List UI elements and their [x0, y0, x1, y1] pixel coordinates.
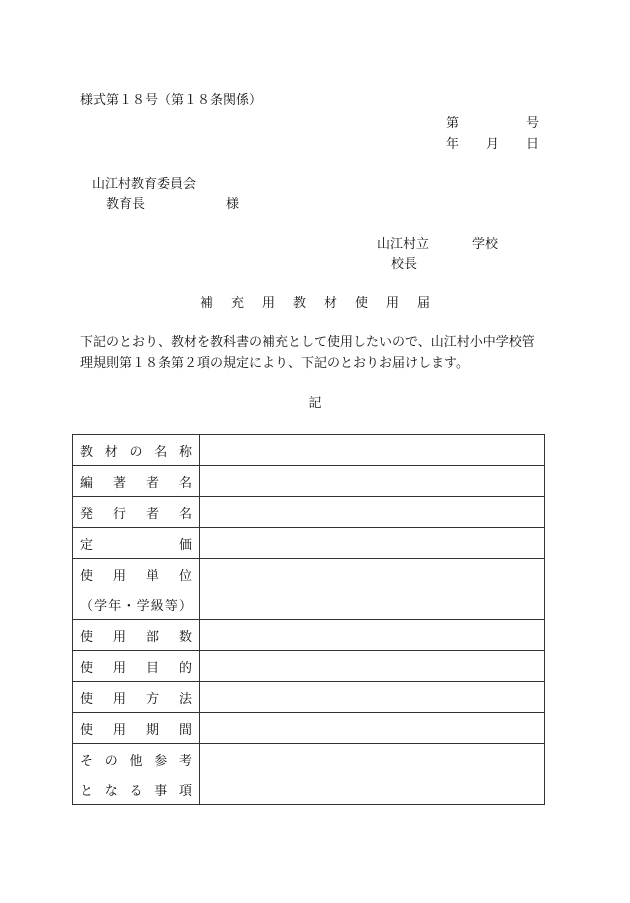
- label-char: る: [129, 783, 143, 799]
- label-char: と: [80, 783, 94, 799]
- title-char: 補: [199, 296, 213, 311]
- label-char: 者: [145, 506, 159, 522]
- label-char: の: [104, 753, 118, 769]
- value-cell[interactable]: [200, 651, 545, 682]
- title-char: 届: [417, 296, 431, 311]
- label-char: 目: [145, 660, 159, 676]
- label-char: 他: [129, 753, 143, 769]
- form-number-label: 様式第１８号（第１８条関係）: [80, 93, 263, 108]
- label-char: 法: [178, 691, 192, 707]
- material-info-table: [72, 434, 545, 805]
- label-char: 名: [178, 506, 192, 522]
- label-char: 編: [80, 475, 94, 491]
- table-row: [73, 620, 545, 651]
- ki-heading: 記: [308, 396, 322, 411]
- label-char: 使: [80, 568, 94, 584]
- table-row: [73, 713, 545, 744]
- label-char: 者: [145, 475, 159, 491]
- label-char: 価: [178, 537, 192, 553]
- label-char: 間: [178, 722, 192, 738]
- recipient-honorific: 様: [226, 197, 240, 212]
- material-name-label: [73, 435, 200, 466]
- label-char: の: [129, 444, 143, 460]
- value-cell[interactable]: [200, 620, 545, 651]
- title-char: 教: [292, 296, 306, 311]
- label-char: 使: [80, 722, 94, 738]
- title-char: 使: [355, 296, 369, 311]
- label-char: （: [80, 598, 94, 614]
- sender-title: 校長: [391, 257, 418, 272]
- value-cell[interactable]: [200, 466, 545, 497]
- label-char: ）: [178, 598, 192, 614]
- usage-quantity-label: [73, 620, 200, 651]
- label-char: 年: [108, 598, 122, 614]
- value-cell[interactable]: [200, 559, 545, 620]
- document-number-prefix: 第: [446, 116, 460, 131]
- sender-school-prefix: 山江村立: [377, 237, 430, 252]
- label-char: 用: [112, 629, 126, 645]
- document-title: [0, 296, 630, 312]
- label-char: 用: [112, 568, 126, 584]
- label-char: 著: [112, 475, 126, 491]
- label-char: 使: [80, 660, 94, 676]
- label-char: 学: [136, 598, 150, 614]
- usage-method-label: [73, 682, 200, 713]
- table-row: [73, 559, 545, 620]
- date-year-label: 年: [446, 137, 460, 152]
- value-cell[interactable]: [200, 744, 545, 805]
- usage-unit-label: [73, 559, 200, 620]
- label-char: 名: [154, 444, 168, 460]
- table-row: [73, 528, 545, 559]
- label-char: 位: [178, 568, 192, 584]
- date-day-label: 日: [526, 137, 540, 152]
- label-char: 等: [164, 598, 178, 614]
- label-char: 方: [145, 691, 159, 707]
- label-char: 項: [178, 783, 192, 799]
- label-char: 材: [104, 444, 118, 460]
- other-reference-label: [73, 744, 200, 805]
- recipient-title: 教育長: [106, 197, 146, 212]
- value-cell[interactable]: [200, 682, 545, 713]
- table-row: [73, 497, 545, 528]
- label-char: 教: [80, 444, 94, 460]
- value-cell[interactable]: [200, 497, 545, 528]
- label-char: 定: [80, 537, 94, 553]
- label-char: 使: [80, 629, 94, 645]
- label-char: 行: [112, 506, 126, 522]
- label-char: ・: [122, 598, 136, 614]
- label-char: そ: [80, 753, 94, 769]
- value-cell[interactable]: [200, 435, 545, 466]
- table-row: [73, 651, 545, 682]
- value-cell[interactable]: [200, 528, 545, 559]
- title-char: 充: [230, 296, 244, 311]
- body-text-line-1: 下記のとおり、教材を教科書の補充として使用したいので、山江村小中学校管: [80, 335, 535, 350]
- label-char: 考: [178, 753, 192, 769]
- label-char: 参: [154, 753, 168, 769]
- label-char: 単: [145, 568, 159, 584]
- title-char: 用: [261, 296, 275, 311]
- table-row: [73, 682, 545, 713]
- author-label: [73, 466, 200, 497]
- value-cell[interactable]: [200, 713, 545, 744]
- label-char: 称: [178, 444, 192, 460]
- label-char: 事: [154, 783, 168, 799]
- label-char: 用: [112, 722, 126, 738]
- label-char: 的: [178, 660, 192, 676]
- price-label: [73, 528, 200, 559]
- recipient-organization: 山江村教育委員会: [92, 177, 197, 192]
- table-row: [73, 435, 545, 466]
- usage-period-label: [73, 713, 200, 744]
- label-char: 部: [145, 629, 159, 645]
- title-char: 用: [386, 296, 400, 311]
- table-row: [73, 466, 545, 497]
- label-char: 期: [145, 722, 159, 738]
- label-char: 用: [112, 660, 126, 676]
- label-char: な: [104, 783, 118, 799]
- sender-school-suffix: 学校: [472, 237, 499, 252]
- label-char: 発: [80, 506, 94, 522]
- label-char: 級: [150, 598, 164, 614]
- title-char: 材: [324, 296, 338, 311]
- label-char: 数: [178, 629, 192, 645]
- label-char: 名: [178, 475, 192, 491]
- label-char: 用: [112, 691, 126, 707]
- usage-purpose-label: [73, 651, 200, 682]
- date-month-label: 月: [486, 137, 500, 152]
- body-text-line-2: 理規則第１８条第２項の規定により、下記のとおりお届けします。: [80, 356, 469, 371]
- label-char: 使: [80, 691, 94, 707]
- publisher-label: [73, 497, 200, 528]
- label-char: 学: [94, 598, 108, 614]
- document-number-suffix: 号: [526, 116, 540, 131]
- table-row: [73, 744, 545, 805]
